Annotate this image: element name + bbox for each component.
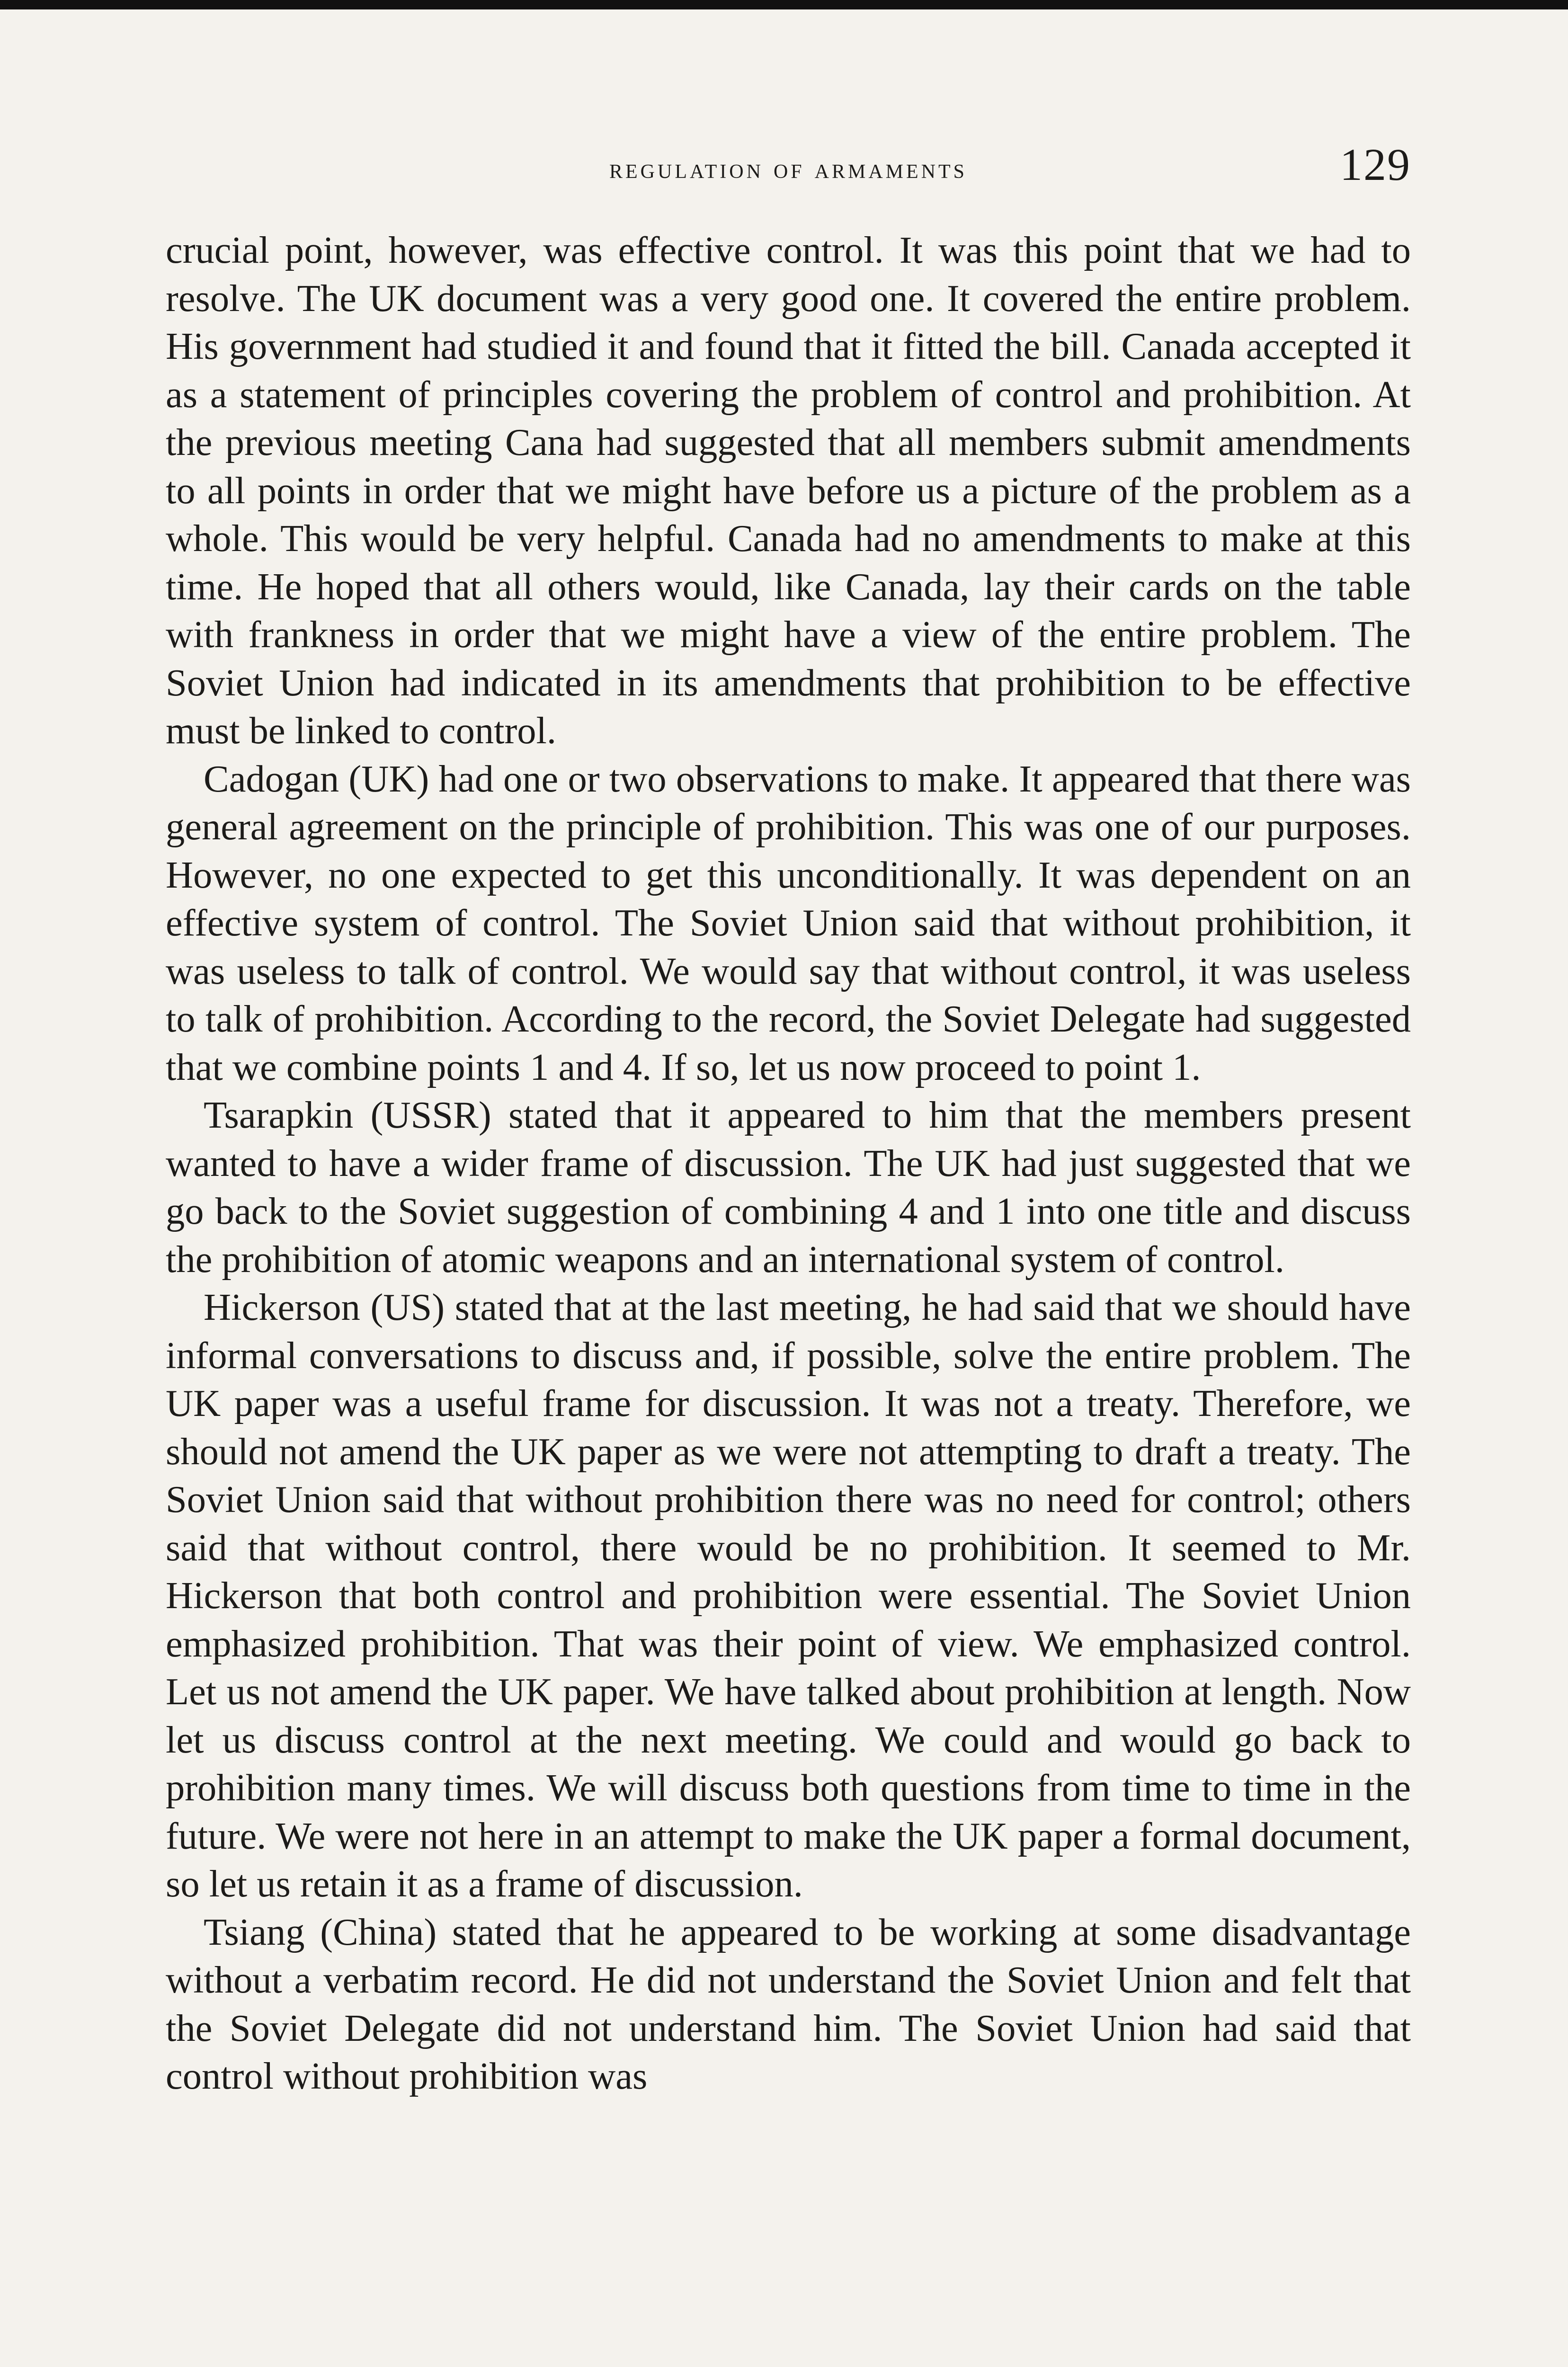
- paragraph-tsiang: Tsiang (China) stated that he appeared to be working at some disadvantage without a verbatim record. He did not understand the Soviet Union and felt that the Soviet Delegate did not understand him. The Soviet Union had said that control without prohibition was: [166, 1911, 1411, 2097]
- page-top-border: [0, 0, 1568, 9]
- page-header: [166, 133, 1411, 200]
- body-text: [166, 226, 1411, 2100]
- paragraph-cadogan: Cadogan (UK) had one or two observations to make. It appeared that there was general agreement on the principle of prohibition. This was one of our purposes. However, no one expected to get this unconditionally. It was dependent on an effective system of control. The Soviet Union said that without prohibition, it was useless to talk of control. We would say that without control, it was useless to talk of prohibition. According to the record, the Soviet Delegate had suggested that we combine points 1 and 4. If so, let us now proceed to point 1.: [166, 757, 1411, 1088]
- page-number: 129: [1340, 139, 1411, 190]
- paragraph-tsarapkin: Tsarapkin (USSR) stated that it appeared to him that the members present wanted to have a wider frame of discussion. The UK had just suggested that we go back to the Soviet suggestion of combining 4 and 1 into one title and discuss the prohibition of atomic weapons and an international system of control.: [166, 1094, 1411, 1281]
- paragraph-continuation: crucial point, however, was effective control. It was this point that we had to resolve. The UK document was a very good one. It covered the entire problem. His government had studied it and found that it fitted the bill. Canada accepted it as a statement of principles covering the problem of control and prohibition. At the previous meeting Cana had suggested that all members submit amendments to all points in order that we might have before us a picture of the problem as a whole. This would be very helpful. Canada had no amendments to make at this time. He hoped that all others would, like Canada, lay their cards on the table with frankness in order that we might have a view of the entire problem. The Soviet Union had indicated in its amendments that prohibition to be effective must be linked to control.: [166, 229, 1411, 752]
- running-head: regulation of armaments: [609, 153, 968, 184]
- paragraph-hickerson: Hickerson (US) stated that at the last meeting, he had said that we should have informal conversations to discuss and, if possible, solve the entire problem. The UK paper was a useful frame for discussion. It was not a treaty. Therefore, we should not amend the UK paper as we were not attempting to draft a treaty. The Soviet Union said that without prohibition there was no need for control; others said that without control, there would be no prohibition. It seemed to Mr. Hickerson that both control and prohibition were essential. The Soviet Union emphasized prohibition. That was their point of view. We emphasized control. Let us not amend the UK paper. We have talked about prohibition at length. Now let us discuss control at the next meeting. We could and would go back to prohibition many times. We will discuss both questions from time to time in the future. We were not here in an attempt to make the UK paper a formal document, so let us retain it as a frame of discussion.: [166, 1286, 1411, 1905]
